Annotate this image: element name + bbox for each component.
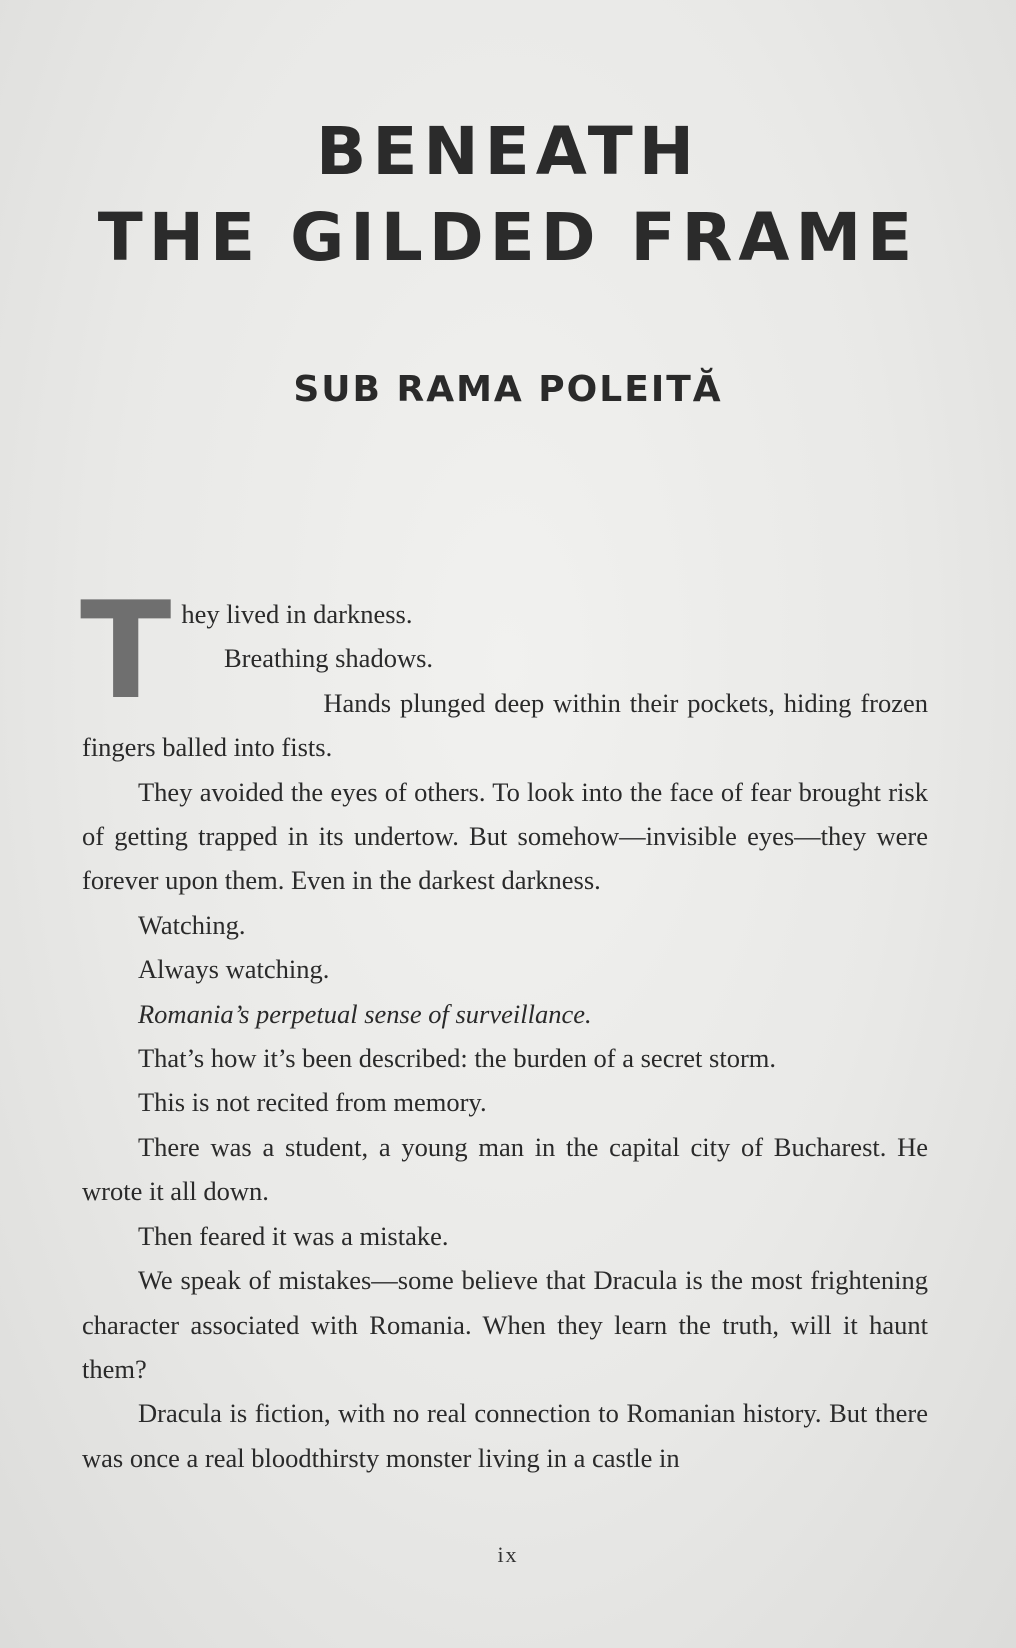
paragraph-2: Breathing shadows. — [224, 643, 434, 674]
paragraph-11: Then feared it was a mistake. — [138, 1220, 449, 1251]
paragraph-3: Hands plunged deep within their pockets, hiding frozen fingers balled into fists. — [82, 687, 928, 763]
chapter-body — [80, 573, 928, 1480]
paragraph-13: Dracula is fiction, with no real connection to Romanian history. But there was once a real bloodthirsty monster living in a castle in — [82, 1398, 928, 1473]
paragraph-7: Romania’s perpetual sense of surveillance. — [138, 998, 592, 1029]
paragraph-12: We speak of mistakes—some believe that Dracula is the most frightening character associated with Romania. When they learn the truth, will it haunt them? — [82, 1265, 928, 1384]
chapter-title-line-1: BENEATH — [316, 113, 700, 190]
chapter-title-line-2: THE GILDED FRAME — [97, 199, 919, 276]
chapter-subtitle: SUB RAMA POLEITĂ — [293, 369, 723, 410]
paragraph-4: They avoided the eyes of others. To look into the face of fear brought risk of getting trapped in its undertow. But somehow—invisible eyes—they were forever upon them. Even in the darkest darkness. — [82, 776, 928, 896]
paragraph-1-text: hey lived in darkness. — [181, 599, 413, 629]
paragraph-10: There was a student, a young man in the capital city of Bucharest. He wrote it all down. — [82, 1131, 928, 1207]
paragraph-8: That’s how it’s been described: the burden of a secret storm. — [138, 1043, 777, 1074]
paragraph-5: Watching. — [138, 909, 246, 940]
paragraph-6: Always watching. — [138, 954, 330, 985]
page-number: ix — [497, 1542, 519, 1567]
drop-cap: T — [80, 573, 172, 729]
paragraph-9: This is not recited from memory. — [138, 1087, 487, 1118]
